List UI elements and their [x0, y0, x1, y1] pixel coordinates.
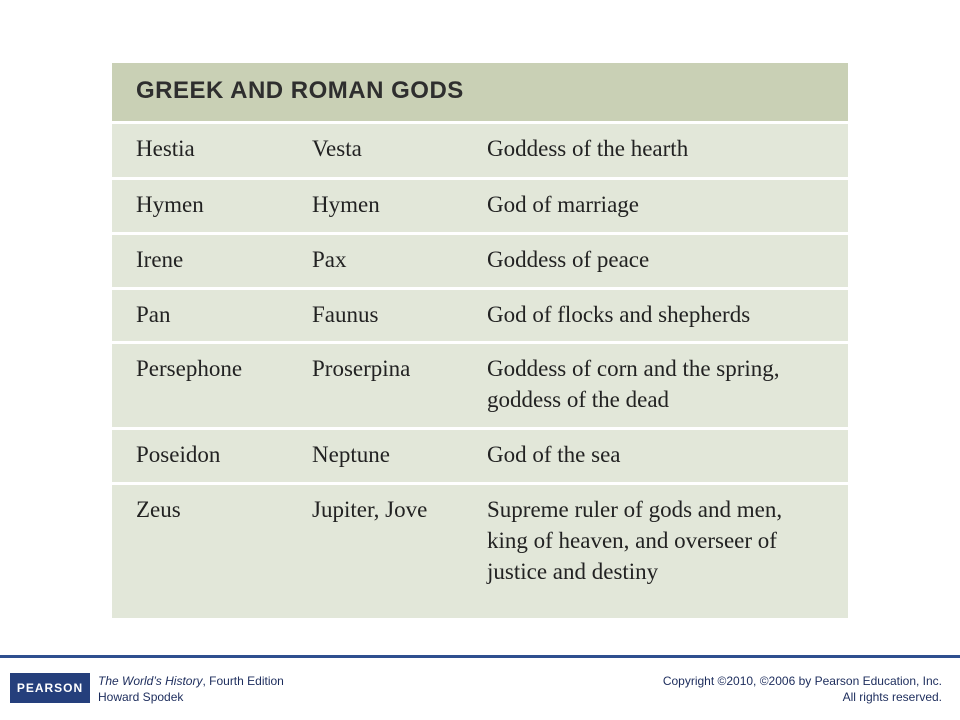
- table-row: [112, 121, 848, 177]
- roman-name: Vesta: [312, 136, 362, 161]
- greek-name: Hestia: [136, 136, 195, 161]
- table-row: [112, 287, 848, 341]
- table-row: [112, 482, 848, 618]
- book-edition: , Fourth Edition: [202, 674, 284, 688]
- god-description: [487, 244, 842, 275]
- roman-name: Jupiter, Jove: [312, 497, 428, 522]
- book-credit: [98, 673, 284, 705]
- gods-table: [112, 63, 848, 618]
- roman-name: Faunus: [312, 302, 379, 327]
- god-description: [487, 189, 842, 220]
- roman-name: Proserpina: [312, 356, 411, 381]
- greek-name: Zeus: [136, 497, 181, 522]
- god-description: [487, 353, 842, 415]
- book-title-line: [98, 673, 284, 689]
- copyright-line: Copyright ©2010, ©2006 by Pearson Education, Inc.: [662, 674, 942, 688]
- roman-name: Hymen: [312, 192, 380, 217]
- table-row: [112, 177, 848, 232]
- description-line: Goddess of peace: [487, 247, 650, 272]
- description-line: goddess of the dead: [487, 387, 670, 412]
- god-description: [487, 439, 842, 470]
- description-line: Supreme ruler of gods and men,: [487, 497, 783, 522]
- table-row: [112, 427, 848, 482]
- god-description: [487, 494, 842, 587]
- table-header: [112, 63, 848, 121]
- roman-name: Neptune: [312, 442, 390, 467]
- footer-divider: [0, 655, 960, 658]
- greek-name: Pan: [136, 302, 171, 327]
- god-description: [487, 133, 842, 164]
- greek-name: Poseidon: [136, 442, 221, 467]
- table-title: GREEK AND ROMAN GODS: [136, 77, 464, 104]
- greek-name: Irene: [136, 247, 184, 272]
- book-author: Howard Spodek: [98, 690, 184, 704]
- god-description: [487, 299, 842, 330]
- rights-line: All rights reserved.: [842, 690, 942, 704]
- book-title: The World’s History: [98, 674, 203, 688]
- table-row: [112, 341, 848, 427]
- description-line: Goddess of the hearth: [487, 136, 689, 161]
- copyright-notice: [663, 673, 942, 705]
- description-line: God of flocks and shepherds: [487, 302, 751, 327]
- table-row: [112, 232, 848, 287]
- description-line: king of heaven, and overseer of: [487, 528, 777, 553]
- pearson-logo: PEARSON: [10, 673, 90, 703]
- greek-name: Hymen: [136, 192, 204, 217]
- roman-name: Pax: [312, 247, 347, 272]
- description-line: Goddess of corn and the spring,: [487, 356, 780, 381]
- description-line: justice and destiny: [487, 559, 659, 584]
- greek-name: Persephone: [136, 356, 243, 381]
- description-line: God of marriage: [487, 192, 639, 217]
- description-line: God of the sea: [487, 442, 621, 467]
